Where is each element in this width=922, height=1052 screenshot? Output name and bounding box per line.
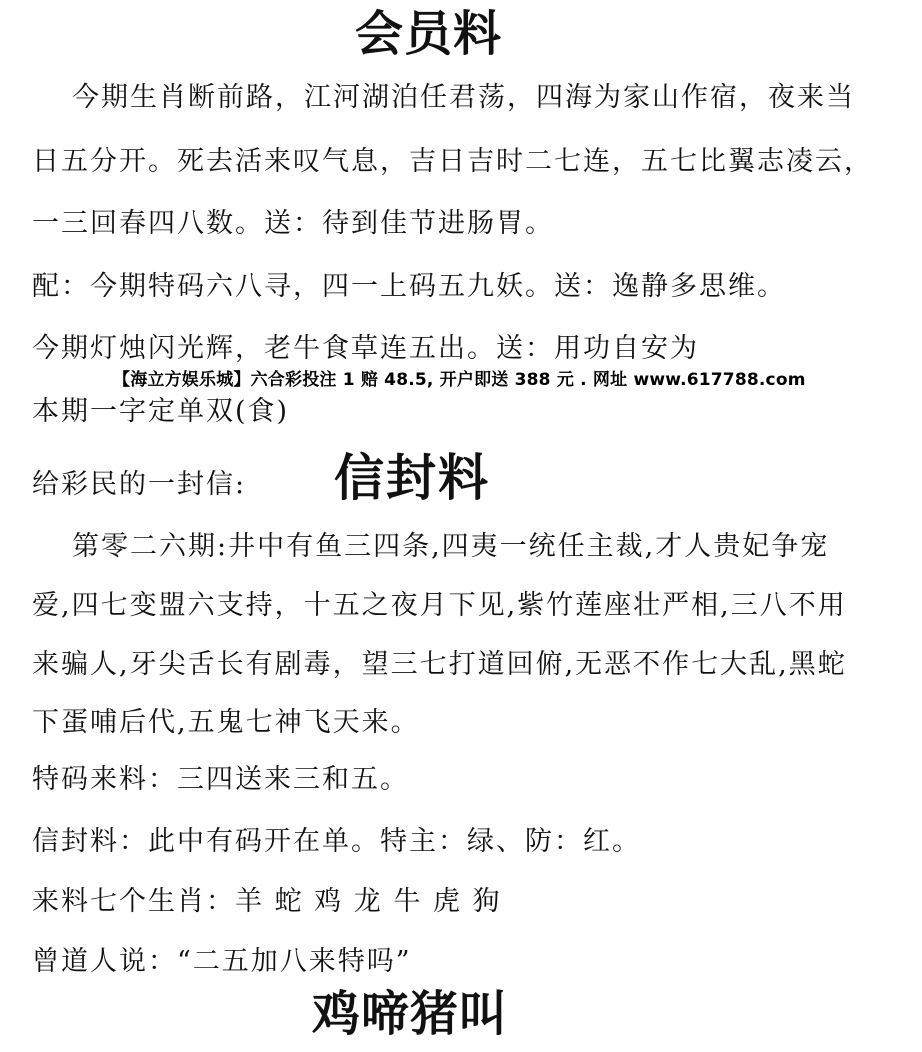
envelope-line: 信封料：此中有码开在单。特主：绿、防：红。 xyxy=(32,826,641,857)
letter-intro-label: 给彩民的一封信: xyxy=(32,469,247,500)
verse-line-1: 今期生肖断前路，江河湖泊任君荡，四海为家山作宿，夜来当 xyxy=(72,82,855,113)
quote-line: 曾道人说：“二五加八来特吗” xyxy=(32,946,412,977)
letter-title: 信封料 xyxy=(334,448,490,507)
lamp-line: 今期灯烛闪光辉，老牛食草连五出。送：用功自安为 xyxy=(32,333,699,364)
letter-verse-line-1: 第零二六期:井中有鱼三四条,四夷一统任主裁,才人贵妃争宠 xyxy=(72,531,830,562)
letter-verse-line-4: 下蛋哺后代,五鬼七神飞天来。 xyxy=(32,707,420,738)
match-line: 配：今期特码六八寻，四一上码五九妖。送：逸静多思维。 xyxy=(32,271,786,302)
letter-verse-line-3: 来骗人,牙尖舌长有剧毒，望三七打道回俯,无恶不作七大乱,黑蛇 xyxy=(32,649,847,680)
letter-verse-line-2: 爱,四七变盟六支持，十五之夜月下见,紫竹莲座壮严相,三八不用 xyxy=(32,590,847,621)
single-double-line: 本期一字定单双(食) xyxy=(32,396,290,427)
verse-line-2: 日五分开。死去活来叹气息，吉日吉时二七连，五七比翼志凌云， xyxy=(32,146,873,177)
special-code-line: 特码来料：三四送来三和五。 xyxy=(32,764,409,795)
advertisement-banner: 【海立方娱乐城】六合彩投注 1 赔 48.5, 开户即送 388 元 . 网址 www.617788.com xyxy=(113,370,806,390)
verse-line-3: 一三回春四八数。送：待到佳节进肠胃。 xyxy=(32,208,554,239)
page-title: 会员料 xyxy=(355,6,503,62)
zodiac-line: 来料七个生肖：羊 蛇 鸡 龙 牛 虎 狗 xyxy=(32,886,502,917)
bottom-title: 鸡啼猪叫 xyxy=(312,986,509,1042)
